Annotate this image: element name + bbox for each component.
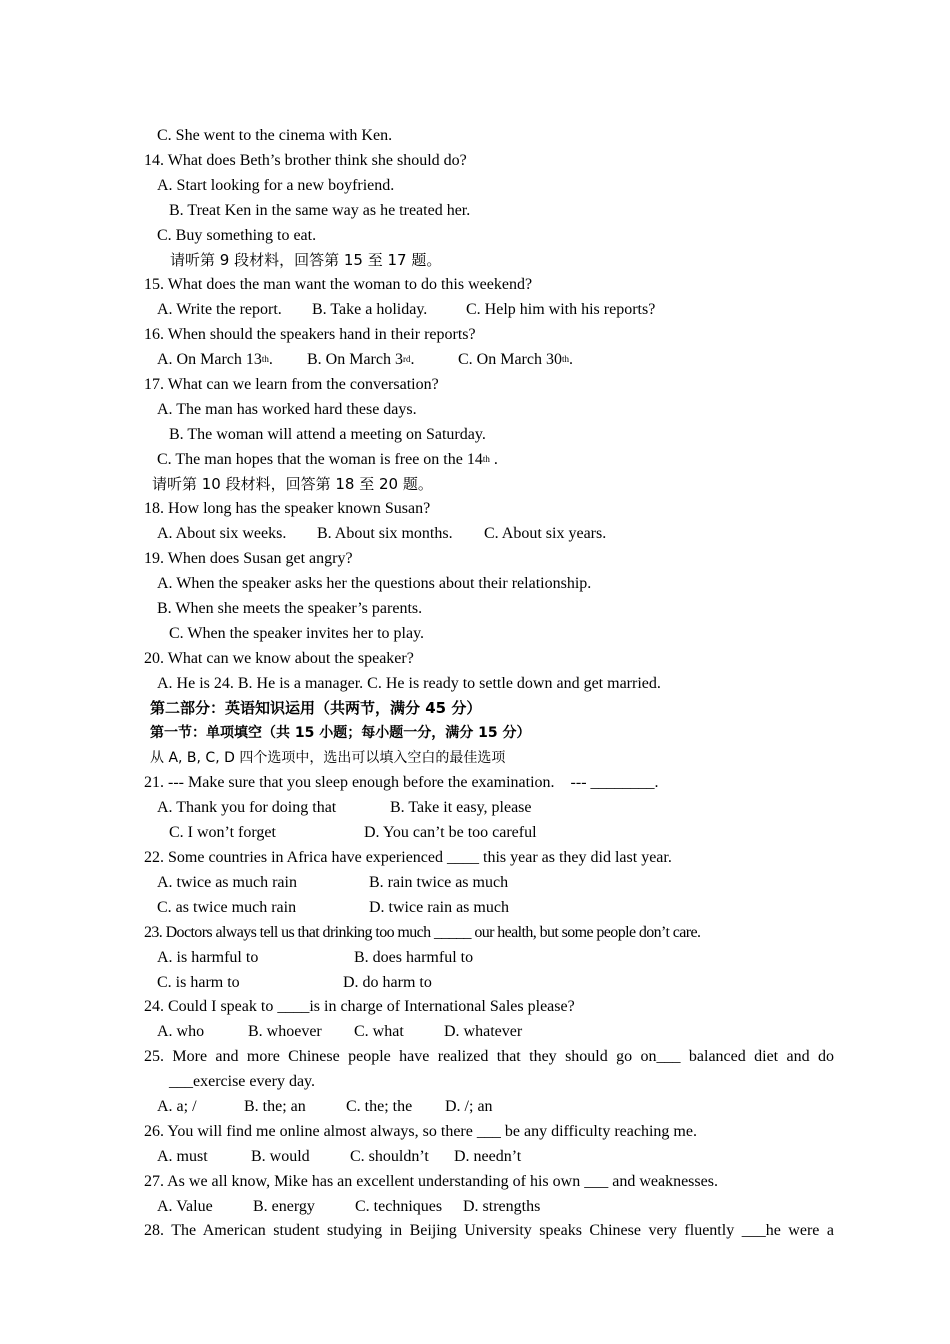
option-c: C. techniques (355, 1198, 443, 1215)
option-d: D. needn’t (454, 1148, 522, 1165)
option-a: A. a; / (157, 1098, 197, 1115)
question-20: 20. What can we know about the speaker? (144, 650, 414, 667)
instruction: 从 A, B, C, D 四个选项中，选出可以填入空白的最佳选项 (150, 750, 506, 766)
option-b: B. would (251, 1148, 310, 1165)
option-line: B. The woman will attend a meeting on Saturday. (169, 426, 486, 443)
option-a: A. must (157, 1148, 208, 1165)
option-b: B. rain twice as much (369, 874, 509, 891)
option-b: B. whoever (248, 1023, 322, 1040)
option-line: C. The man hopes that the woman is free on the 14th . (157, 451, 498, 468)
option-b: B. does harmful to (354, 949, 474, 966)
option-c: C. Help him with his reports? (466, 301, 656, 318)
option-a: A. Write the report. (157, 301, 282, 318)
option-line: A. The man has worked hard these days. (157, 401, 417, 418)
option-c: C. I won’t forget (169, 824, 276, 841)
listening-instruction: 请听第 10 段材料，回答第 18 至 20 题。 (152, 475, 433, 493)
option-line: A. Start looking for a new boyfriend. (157, 177, 395, 194)
option-d: D. twice rain as much (369, 899, 509, 916)
option-a: A. About six weeks. (157, 525, 287, 542)
option-b: B. energy (253, 1198, 315, 1215)
option-b: B. On March 3rd. (307, 351, 415, 368)
option-d: D. whatever (444, 1023, 523, 1040)
option-c: C. what (354, 1023, 404, 1040)
question-17: 17. What can we learn from the conversation? (144, 376, 439, 393)
option-line: C. She went to the cinema with Ken. (157, 127, 393, 144)
question-28: 28. The American student studying in Beijing University speaks Chinese very fluently ___he were a (144, 1222, 834, 1239)
option-b: B. About six months. (317, 525, 453, 542)
option-c: C. shouldn’t (350, 1148, 429, 1165)
question-26: 26. You will find me online almost always, so there ___ be any difficulty reaching me. (144, 1123, 697, 1140)
listening-instruction: 请听第 9 段材料，回答第 15 至 17 题。 (170, 251, 442, 269)
option-b: B. the; an (244, 1098, 306, 1115)
option-d: D. You can’t be too careful (364, 824, 537, 841)
question-23: 23. Doctors always tell us that drinking too much _____ our health, but some people don’t care. (144, 924, 701, 941)
option-a: A. is harmful to (157, 949, 259, 966)
option-line: A. When the speaker asks her the questions about their relationship. (157, 575, 592, 592)
question-14: 14. What does Beth’s brother think she should do? (144, 152, 467, 169)
option-a: A. Thank you for doing that (157, 799, 337, 816)
subsection-heading: 第一节：单项填空（共 15 小题；每小题一分，满分 15 分） (150, 725, 531, 741)
question-24: 24. Could I speak to ____is in charge of International Sales please? (144, 998, 575, 1015)
option-c: C. the; the (346, 1098, 413, 1115)
option-a: A. twice as much rain (157, 874, 297, 891)
question-18: 18. How long has the speaker known Susan? (144, 500, 431, 517)
question-22: 22. Some countries in Africa have experienced ____ this year as they did last year. (144, 849, 672, 866)
question-19: 19. When does Susan get angry? (144, 550, 353, 567)
option-c: C. is harm to (157, 974, 240, 991)
question-21: 21. --- Make sure that you sleep enough before the examination. --- ________. (144, 774, 659, 791)
option-line: C. Buy something to eat. (157, 227, 317, 244)
question-25: 25. More and more Chinese people have realized that they should go on___ balanced diet and do (144, 1048, 834, 1065)
option-a: A. who (157, 1023, 205, 1040)
option-d: D. /; an (445, 1098, 493, 1115)
option-c: C. as twice much rain (157, 899, 297, 916)
option-line: B. When she meets the speaker’s parents. (157, 600, 423, 617)
option-c: C. About six years. (484, 525, 607, 542)
option-c: C. On March 30th. (458, 351, 573, 368)
option-b: B. Take it easy, please (390, 799, 532, 816)
option-line: A. He is 24. B. He is a manager. C. He is ready to settle down and get married. (157, 675, 661, 692)
option-a: A. Value (157, 1198, 213, 1215)
option-line: B. Treat Ken in the same way as he treated her. (169, 202, 471, 219)
option-d: D. do harm to (343, 974, 432, 991)
option-b: B. Take a holiday. (312, 301, 428, 318)
section-heading: 第二部分：英语知识运用（共两节，满分 45 分） (150, 699, 482, 717)
question-27: 27. As we all know, Mike has an excellent understanding of his own ___ and weaknesses. (144, 1173, 718, 1190)
question-15: 15. What does the man want the woman to do this weekend? (144, 276, 533, 293)
option-line: C. When the speaker invites her to play. (169, 625, 425, 642)
question-25-continued: ___exercise every day. (169, 1073, 315, 1090)
option-a: A. On March 13th. (157, 351, 273, 368)
option-d: D. strengths (463, 1198, 541, 1215)
question-16: 16. When should the speakers hand in their reports? (144, 326, 476, 343)
